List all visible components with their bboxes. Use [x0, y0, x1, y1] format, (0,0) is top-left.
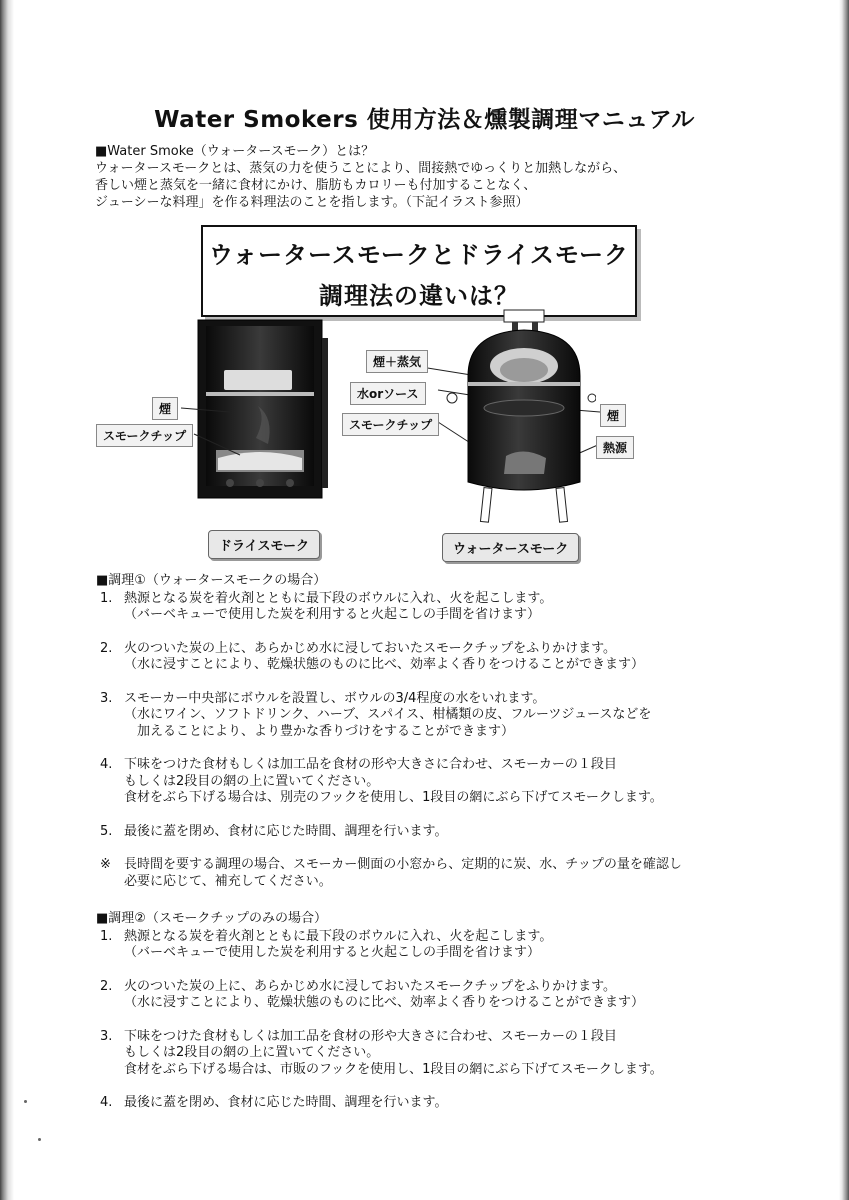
note-mark: ※	[100, 857, 111, 872]
item-number: 4.	[100, 1095, 113, 1110]
intro-line: ウォータースモークとは、蒸気の力を使うことにより、間接熱でゆっくりと加熱しながら、	[95, 161, 627, 176]
water-chip-label: スモークチップ	[342, 413, 439, 436]
list-item	[96, 1029, 663, 1079]
item-line: 火のついた炭の上に、あらかじめ水に浸しておいたスモークチップをふりかけます。	[124, 640, 617, 656]
item-number: 4.	[100, 757, 113, 772]
list-item	[96, 929, 663, 962]
water-smoke-label: 煙	[600, 404, 626, 427]
section-water-smoke	[96, 573, 682, 890]
item-line: 火のついた炭の上に、あらかじめ水に浸しておいたスモークチップをふりかけます。	[124, 978, 617, 994]
item-line: 下味をつけた食材もしくは加工品を食材の形や大きさに合わせ、スモーカーの１段目	[124, 757, 617, 772]
item-line: （バーベキューで使用した炭を利用すると火起こしの手間を省けます）	[124, 607, 541, 622]
item-line: 加えることにより、より豊かな香りづけをすることができます）	[124, 723, 515, 739]
dry-smoke-caption: ドライスモーク	[208, 530, 320, 559]
item-line: もしくは2段目の網の上に置いてください。	[124, 1045, 380, 1060]
item-line: スモーカー中央部にボウルを設置し、ボウルの3/4程度の水をいれます。	[124, 690, 546, 706]
list-item	[96, 691, 682, 741]
water-sauce-label: 水orソース	[350, 382, 426, 405]
water-smoke-caption: ウォータースモーク	[442, 533, 579, 562]
item-line: 必要に応じて、補充してください。	[124, 873, 332, 889]
list-item	[96, 641, 682, 674]
scan-speck	[24, 1100, 27, 1103]
intro-line: ジューシーな料理」を作る料理法のことを指します。（下記イラスト参照）	[95, 195, 529, 210]
heat-source-label: 熱源	[596, 436, 634, 459]
intro-line: 香しい煙と蒸気を一緒に食材にかけ、脂肪もカロリーも付加することなく、	[95, 178, 537, 193]
item-number: 3.	[100, 1028, 113, 1044]
list-item	[96, 757, 682, 807]
item-line: 熱源となる炭を着火剤とともに最下段のボウルに入れ、火を起こします。	[124, 590, 553, 606]
item-number: 2.	[100, 640, 113, 656]
page-title: Water Smokers 使用方法＆燻製調理マニュアル	[154, 107, 695, 133]
banner-line-2: 調理法の違いは？	[319, 282, 519, 310]
item-line: （水に浸すことにより、乾燥状態のものに比べ、効率よく香りをつけることができます）	[124, 995, 645, 1010]
item-line: （水にワイン、ソフトドリンク、ハーブ、スパイス、柑橘類の皮、フルーツジュースなどを	[124, 707, 652, 722]
list-item	[96, 591, 682, 624]
list-item	[96, 1095, 663, 1112]
section-heading: ■調理①（ウォータースモークの場合）	[96, 573, 327, 588]
list-item	[96, 824, 682, 841]
item-line: 食材をぶら下げる場合は、別売のフックを使用し、1段目の網にぶら下げてスモークします。	[124, 790, 663, 805]
water-smoke-steam-label: 煙＋蒸気	[366, 350, 428, 373]
list-item	[96, 979, 663, 1012]
item-line: 最後に蓋を閉め、食材に応じた時間、調理を行います。	[124, 1095, 448, 1110]
note-item	[96, 857, 682, 890]
item-number: 2.	[100, 978, 113, 994]
item-line: もしくは2段目の網の上に置いてください。	[124, 773, 380, 789]
scan-speck	[38, 1138, 41, 1141]
item-line: （水に浸すことにより、乾燥状態のものに比べ、効率よく香りをつけることができます）	[124, 657, 645, 672]
item-number: 1.	[100, 928, 113, 944]
item-line: 長時間を要する調理の場合、スモーカー側面の小窓から、定期的に炭、水、チップの量を確認し	[124, 857, 682, 872]
item-number: 1.	[100, 590, 113, 606]
item-line: 下味をつけた食材もしくは加工品を食材の形や大きさに合わせ、スモーカーの１段目	[124, 1028, 617, 1044]
intro-heading: ■Water Smoke（ウォータースモーク）とは？	[95, 144, 375, 159]
section-heading: ■調理②（スモークチップのみの場合）	[96, 911, 328, 926]
dry-chip-label: スモークチップ	[96, 424, 193, 447]
item-line: （バーベキューで使用した炭を利用すると火起こしの手間を省けます）	[124, 945, 541, 960]
dry-smoke-label: 煙	[152, 397, 178, 420]
banner-line-1: ウォータースモークとドライスモーク	[209, 241, 629, 269]
item-line: 食材をぶら下げる場合は、市販のフックを使用し、1段目の網にぶら下げてスモークします。	[124, 1061, 663, 1077]
item-number: 5.	[100, 823, 113, 839]
item-number: 3.	[100, 690, 113, 706]
item-line: 熱源となる炭を着火剤とともに最下段のボウルに入れ、火を起こします。	[124, 928, 553, 944]
water-smoker-illustration	[446, 306, 596, 526]
section-chip-only	[96, 911, 663, 1112]
item-line: 最後に蓋を閉め、食材に応じた時間、調理を行います。	[124, 823, 448, 839]
